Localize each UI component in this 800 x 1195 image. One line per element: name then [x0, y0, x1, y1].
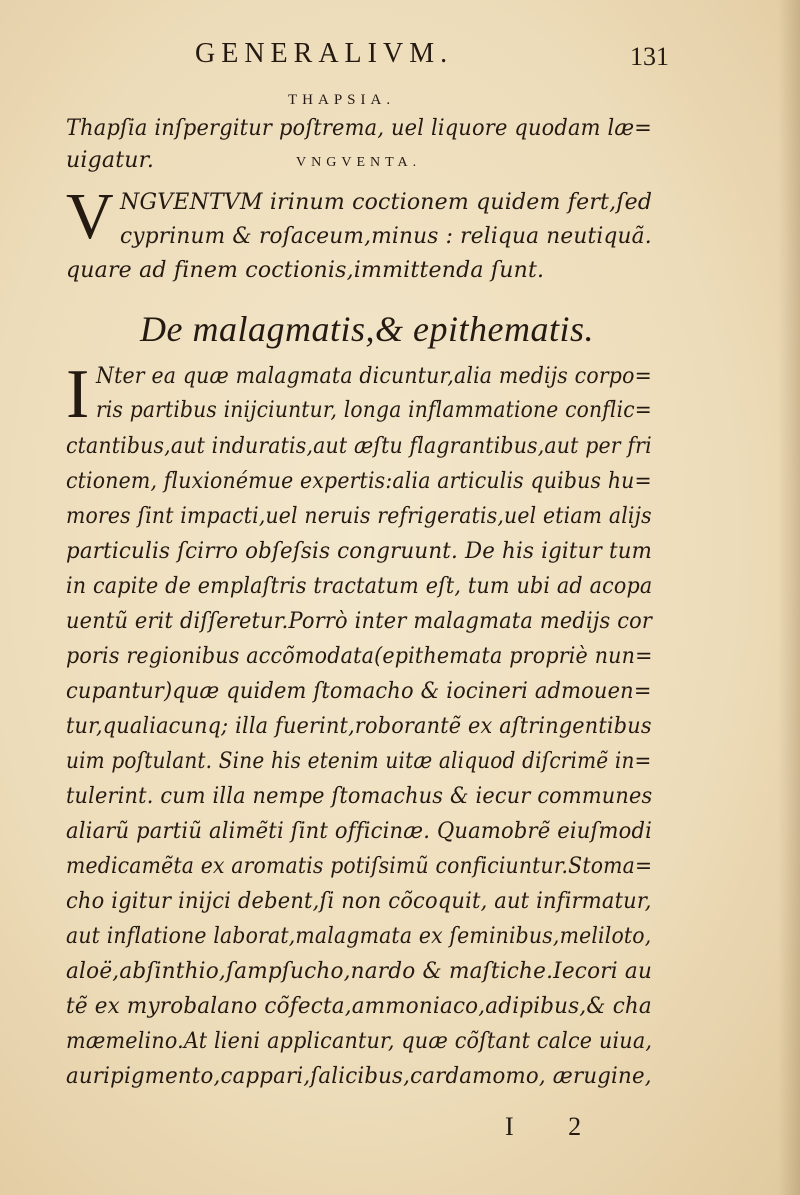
text-line: tur,qualiacunq; illa fuerint,roborantẽ ex aſtringentibus — [66, 714, 652, 739]
text-line: Nter ea quæ malagmata dicuntur,alia medijs corpo= — [96, 364, 652, 389]
text-line: uentũ erit diſſeretur.Porrò inter malagmata medijs cor — [66, 609, 653, 634]
section-heading-unguenta: VNGVENTA. — [296, 155, 422, 170]
running-head: GENERALIVM. — [195, 38, 454, 69]
text-line: ctionem, fluxionémue expertis:alia articulis quibus hu= — [66, 469, 652, 494]
text-line: Thapſia inſpergitur poſtrema, uel liquore quodam læ= — [66, 116, 652, 141]
text-line: poris regionibus accõmodata(epithemata propriè nun= — [66, 644, 653, 669]
text-line: tulerint. cum illa nempe ſtomachus & iecur communes — [66, 784, 653, 809]
page-number: 131 — [630, 42, 669, 71]
text-line: in capite de emplaſtris tractatum eſt, tum ubi ad acopa — [66, 574, 653, 599]
text-line: aut inflatione laborat,malagmata ex ſeminibus,meliloto, — [66, 924, 652, 949]
text-line: quare ad finem coctionis,immittenda ſunt. — [66, 258, 545, 283]
section-heading-thapsia: THAPSIA. — [288, 92, 396, 108]
text-line: tẽ ex myrobalano cõfecta,ammoniaco,adipibus,& cha — [66, 994, 652, 1019]
text-line: aloë,abſinthio,ſampſucho,nardo & maſtiche.Iecori au — [66, 959, 653, 984]
text-line: cyprinum & roſaceum,minus : reliqua neutiquã. — [120, 224, 652, 249]
text-line: ris partibus inijciuntur, longa inflammatione conflic= — [96, 398, 652, 423]
text-line: aliarũ partiũ alimẽti ſint officinæ. Quamobrẽ eiuſmodi — [66, 819, 653, 844]
section-heading-malagmata: De malagmatis,& epithematis. — [140, 309, 594, 349]
text-line: mores ſint impacti,uel neruis refrigeratis,uel etiam alijs — [66, 504, 652, 529]
signature-mark: I 2 — [505, 1112, 606, 1141]
text-line: cupantur)quæ quidem ſtomacho & iocineri admouen= — [66, 679, 652, 704]
text-line: uim poſtulant. Sine his etenim uitæ aliquod diſcrimẽ in= — [66, 749, 652, 774]
drop-cap: V — [66, 180, 114, 253]
text-line: cho igitur inijci debent,ſi non cõcoquit, aut infirmatur, — [66, 889, 652, 914]
text-line: uigatur. — [66, 148, 155, 173]
text-line: particulis ſcirro obſeſsis congruunt. De his igitur tum — [66, 539, 653, 564]
text-line: mæmelino.At lieni applicantur, quæ cõſtant calce uiua, — [66, 1029, 653, 1054]
drop-cap: I — [66, 356, 90, 433]
text-line: NGVENTVM irinum coctionem quidem fert,ſed — [120, 190, 653, 215]
page-edge-shadow — [778, 0, 800, 1195]
text-line: auripigmento,cappari,ſalicibus,cardamomo, ærugine, — [66, 1064, 652, 1089]
text-line: ctantibus,aut induratis,aut æſtu flagrantibus,aut per fri — [66, 434, 652, 459]
text-line: medicamẽta ex aromatis potiſsimũ conficiuntur.Stoma= — [66, 854, 653, 879]
